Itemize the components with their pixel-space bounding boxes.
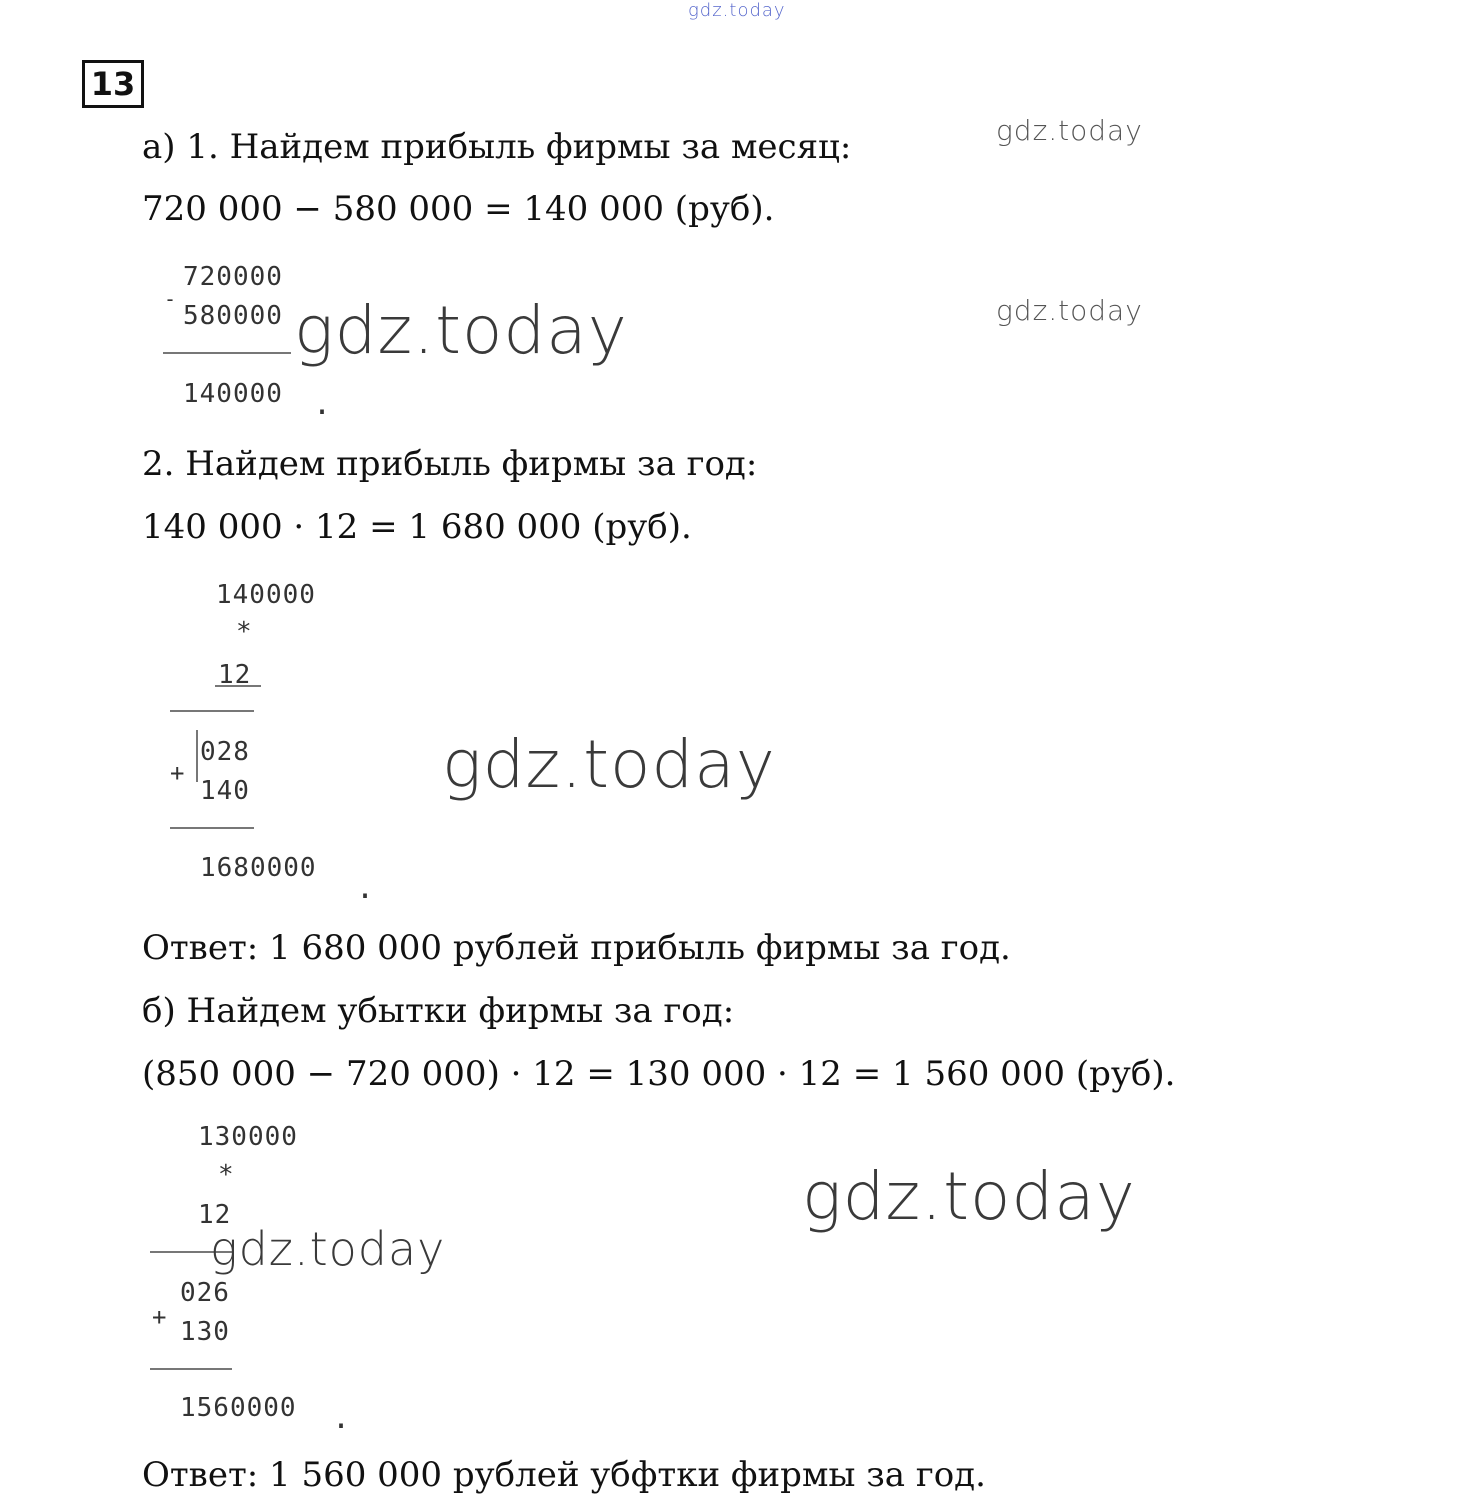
mul-a-line-1 bbox=[170, 710, 254, 712]
mul-b-factor: 12 bbox=[198, 1200, 232, 1230]
watermark-3: gdz.today bbox=[294, 292, 628, 369]
part-a-step2-title: 2. Найдем прибыль фирмы за год: bbox=[142, 444, 758, 484]
part-b-title: б) Найдем убытки фирмы за год: bbox=[142, 991, 735, 1031]
watermark-2: gdz.today bbox=[996, 294, 1143, 327]
mul-a-top-number: 140000 bbox=[216, 580, 316, 610]
sub-dot: . bbox=[313, 387, 333, 422]
mul-a-factor-underline bbox=[215, 685, 261, 687]
mul-a-partial-1: 028 bbox=[200, 737, 250, 767]
mul-b-operator: * bbox=[218, 1160, 235, 1190]
header-watermark: gdz.today bbox=[688, 0, 786, 21]
part-b-expression: (850 000 − 720 000) · 12 = 130 000 · 12 = 1 560 000 (руб). bbox=[142, 1054, 1176, 1094]
mul-b-partial-2: 130 bbox=[180, 1317, 230, 1347]
sub-result: 140000 bbox=[183, 379, 283, 409]
watermark-1: gdz.today bbox=[996, 114, 1143, 147]
mul-a-bracket bbox=[196, 730, 198, 782]
mul-a-line-2 bbox=[170, 827, 254, 829]
part-a-step1-title: а) 1. Найдем прибыль фирмы за месяц: bbox=[142, 127, 852, 167]
mul-b-result: 1560000 bbox=[180, 1393, 297, 1423]
sub-top-number: 720000 bbox=[183, 262, 283, 292]
mul-b-dot: . bbox=[332, 1401, 352, 1436]
mul-b-line-2 bbox=[150, 1368, 232, 1370]
minus-sign: - bbox=[164, 287, 178, 311]
task-number-box: 13 bbox=[82, 60, 144, 108]
mul-a-factor: 12 bbox=[218, 660, 252, 690]
part-a-step2-expression: 140 000 · 12 = 1 680 000 (руб). bbox=[142, 507, 692, 547]
mul-b-plus: + bbox=[152, 1303, 168, 1331]
part-b-answer: Ответ: 1 560 000 рублей убфтки фирмы за год. bbox=[142, 1455, 986, 1495]
sub-bottom-number: 580000 bbox=[183, 301, 283, 331]
part-a-answer: Ответ: 1 680 000 рублей прибыль фирмы за год. bbox=[142, 928, 1011, 968]
mul-a-operator: * bbox=[236, 617, 253, 647]
sub-line bbox=[163, 352, 291, 354]
watermark-6: gdz.today bbox=[802, 1158, 1136, 1235]
mul-a-partial-2: 140 bbox=[200, 776, 250, 806]
mul-a-plus: + bbox=[170, 759, 186, 787]
mul-a-dot: . bbox=[356, 871, 376, 906]
mul-a-result: 1680000 bbox=[200, 853, 317, 883]
watermark-5: gdz.today bbox=[210, 1222, 446, 1276]
mul-b-top-number: 130000 bbox=[198, 1122, 298, 1152]
watermark-4: gdz.today bbox=[442, 726, 776, 803]
part-a-step1-expression: 720 000 − 580 000 = 140 000 (руб). bbox=[142, 189, 775, 229]
mul-b-partial-1: 026 bbox=[180, 1278, 230, 1308]
